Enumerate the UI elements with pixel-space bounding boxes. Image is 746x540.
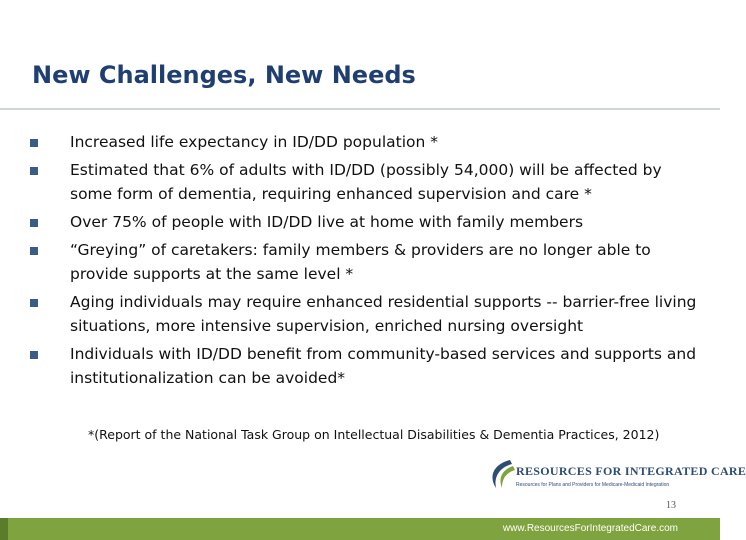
square-bullet-icon <box>30 299 38 307</box>
logo-name: RESOURCES FOR INTEGRATED CARE <box>516 464 746 478</box>
citation-text: *(Report of the National Task Group on Intellectual Disabilities & Dementia Practices, 2012) <box>88 427 660 442</box>
bullet-text: Over 75% of people with ID/DD live at home with family members <box>70 213 584 231</box>
square-bullet-icon <box>30 351 38 359</box>
footer-accent <box>0 518 8 540</box>
bullet-item <box>30 210 700 234</box>
bullet-text: Aging individuals may require enhanced residential supports -- barrier-free living situations, more intensive supervision, enriched nursing oversight <box>70 293 697 335</box>
organization-logo <box>486 458 746 498</box>
bullet-text: Increased life expectancy in ID/DD population * <box>70 133 438 151</box>
bullet-item <box>30 290 700 338</box>
bullet-text: Individuals with ID/DD benefit from community-based services and supports and institutionalization can be avoided* <box>70 345 697 387</box>
bullet-item <box>30 342 700 390</box>
square-bullet-icon <box>30 219 38 227</box>
title-divider <box>0 108 720 110</box>
bullet-item <box>30 130 700 154</box>
page-number: 13 <box>666 500 676 511</box>
logo-tagline: Resources for Plans and Providers for Medicare-Medicaid Integration <box>516 482 670 488</box>
square-bullet-icon <box>30 167 38 175</box>
bullet-list <box>30 130 700 394</box>
square-bullet-icon <box>30 139 38 147</box>
slide-title: New Challenges, New Needs <box>32 61 416 89</box>
footer-bar <box>0 518 720 540</box>
bullet-item <box>30 158 700 206</box>
bullet-text: Estimated that 6% of adults with ID/DD (possibly 54,000) will be affected by some form of dementia, requiring enhanced supervision and care * <box>70 161 662 203</box>
swoosh-logo-icon <box>486 458 516 492</box>
square-bullet-icon <box>30 247 38 255</box>
bullet-text: “Greying” of caretakers: family members & providers are no longer able to provide supports at the same level * <box>70 241 651 283</box>
footer-url: www.ResourcesForIntegratedCare.com <box>502 523 678 534</box>
bullet-item <box>30 238 700 286</box>
